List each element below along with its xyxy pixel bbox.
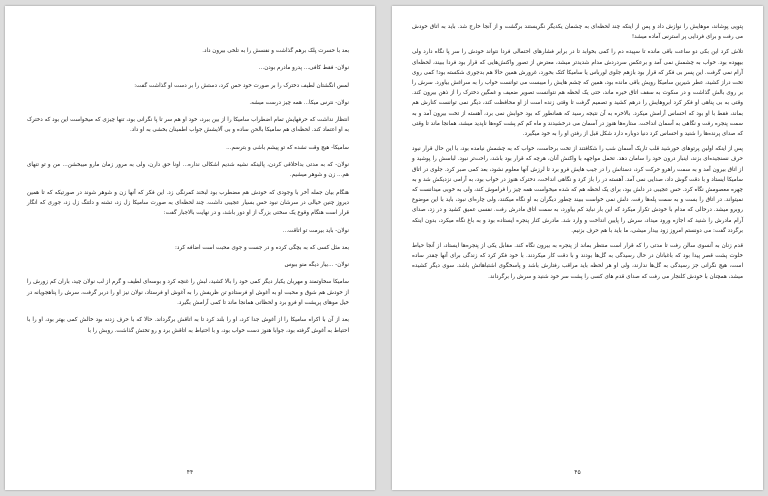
paragraph: هنگام بیان جمله آخر با وجودی که خودش هم مضطرب بود لبخند کمرنگی زد. این فکر که آنها زن و شوهر شوند در صورتیکه که تا همین دیروز چنین خیالی در سرشان نبود حس بسیار عجیبی داشت. چند لحظه‌ای به صورت سامیکا زل زد، تشنه و دلتنگ زل زد، جوری که انگار قرار است هنگام وقوع یک سختی بزرگ از او دور باشد، و در نهایت بالاجبار گفت: <box>27 189 349 217</box>
paragraph: بعد با حسرت پلک برهم گذاشت و نفسش را به تلخی بیرون داد. <box>202 48 349 54</box>
page-number: ۴۵ <box>574 469 581 476</box>
paragraph: انتظار نداشت که حرفهایش تمام اضطراب سامیکا را از بین ببرد، خود او هم سر تا پا نگرانی بود، تنها چیزی که میخواست این بود که دخترک به او اعتماد کند. لحظه‌ای هم سامیکا بالحن ساده و بی آلایشش جواب اطمینان بخشی به او داد. <box>27 117 349 134</box>
paragraph: لمس انگشتان لطیف دخترک را بر صورت خود حس کرد، دستش را بر دست او گذاشت گفت: <box>134 82 349 89</box>
paragraph: نولان- فقط کافی... پدرو مادرم بودن... <box>258 65 349 72</box>
paragraph: پس از اینکه اولین پرتوهای خورشید قلب تاریک آسمان شب را شکافتند از تخت برخاست، خواب که به چشمش نیامده بود، با این حال قرار نبود حرف نسنجیده‌ای بزند، اینبار درون خود را سامان دهد. تحمل مواجهه با واکنش آنان، هرچه که قرار بود باشد، راحت‌تر نبود. لباسش را پوشید و از اتاق بیرون آمد و به سمت راهرو حرکت کرد، دستانش را در جیب هایش فرو برد تا لرزش آنها معلوم نشود، بعد کمی صبر کرد. جلوی در اتاق سامیکا ایستاد و با دقت گوش داد، صدایی نمی آمد. آهسته در را باز کرد و نگاهی انداخت، دخترک هنوز در خواب بود، به آرامی نزدیکش شد و به چهره معصومش نگاه کرد. حس عجیبی در دلش بود، برای یک لحظه هم که شده میخواست همه چیز را فراموش کند، ولی به خوبی میدانست که نمیتواند. در اتاق را بست و به سمت پله‌ها رفت. دلش نمی خواست ببیند چطور دیگران به او نگاه میکنند، ولی چاره‌ای نبود، باید با این موضوع روبرو میشد. درحالی که مدام با خودش تکرار میکرد که این بار نباید کم بیاورد، به سمت اتاق مادرش رفت. نفسی عمیق کشید و در زد، صدای آرام مادرش را شنید که اجازه ورود میداد، سرش را پایین انداخت و وارد شد. مادرش کنار پنجره ایستاده بود و به باغ نگاه میکرد، بدون اینکه برگردد گفت: می دونستم امروز زود بیدار میشی، ما باید با هم حرف بزنیم. <box>412 146 743 234</box>
paragraph: تلاش کرد این بکی دو ساعت باقی مانده تا سپیده دم را کمی بخوابد تا در برابر فشارهای احتمالی فردا نتواند خودش را سر پا نگاه دارد ولی بیهوده بود. خواب به چشمش نمی آمد و برعکس سردردش مدام شدیدتر میشد، معترض از تصور واکنش‌هایی که قرار بود فردا ببیند، لحظه‌ای آرام نمی گرفت. این پسر بی فکر که قرار بود بازهم جلوی لورباس یا سامیکا کتک بخورد، غرورش همین حالا هم بدجوری شکسته بود! کمی روی تخت دراز کشید، عطر شیرین سامیکا رویش باقی مانده بود، همین که چشم هایش را میبست می توانست خواب را به سراغش بیاورد. سرش را بر روی بالش گذاشت و در سکوت به سقف اتاق خیره ماند، حتی یک لحظه هم نتوانست تصویر ضعیف و غمگین دخترک را از ذهن بیرون کند. وقتی به بی پناهی او فکر کرد ابروهایش را درهم کشید و تصمیم گرفت تا وقتی زنده است از او محافظت کند، دیگر نمی توانست کنارش هم بماند، فقط با او بود که احساس آرامش میکرد. بالاخره به آن نتیجه رسید که همانطور که بود خوابش نمی برد، آهسته از تخت بیرون آمد و به سمت پنجره رفت و نگاهی به آسمان انداخت. ستاره‌ها هنوز در آسمان می درخشیدند و ماه کم کم پشت کوه‌ها ناپدید میشد، همانجا ماند تا وقتی که صدای پرنده‌ها را شنید و احساس کرد دنیا دوباره دارد شکل قبل از رفتن او را به خود میگیرد. <box>412 49 743 138</box>
paragraph: سامیکا- هیچ وقت نشده که تو پیشم باشی و بترسم... <box>226 144 349 151</box>
paragraph: نولان- ...بیار دیگه منو ببوس <box>284 262 349 269</box>
left-page-text <box>27 46 349 336</box>
right-page <box>392 6 763 490</box>
page-number: ۴۴ <box>186 469 194 476</box>
paragraph: نولان- نترس میکا... همه چیز درست میشه. <box>249 99 349 106</box>
right-page-text <box>412 22 743 282</box>
paragraph: بعد مثل کسی که به بچگی کرده و در جست و جوی محبت است اضافه کرد: <box>175 244 349 251</box>
paragraph: قدم زنان به آنسوی سالن رفت تا مدتی را که قرار است منتظر بماند از پنجره به بیرون نگاه کند. مقابل یکی از پنجره‌ها ایستاد، از آنجا حیاط خلوت پشت قصر پیدا بود که باغبانان در حال رسیدگی به گل‌ها بودند و با دقت کار میکردند. با خود فکر کرد که زندگی برای آنها چقدر ساده است، هیچ نگرانی جز رسیدگی به گل‌ها ندارند، ولی او هر لحظه باید مراقب رفتارش باشد و پاسخگوی اشتباهاتش باشد. سوی دیگر کشیده میشد، همچنان با خودش کلنجار می رفت که صدای قدم های کسی را پشت سر خود شنید و سرش را برگرداند. <box>412 243 743 280</box>
paragraph: نولان- باید بیرمت تو اتاقت... <box>282 227 349 234</box>
left-page <box>5 6 375 490</box>
paragraph: بعد از آن با اکراه سامیکا را از آغوش جدا کرد، او را بلند کرد تا به اتاقش برگرداند. حالا که با حرف زدنه بود خالش کمی بهتر بود، او را با احتیاط به آغوش گرفته بود، جوابا هنوز دست خواب بود، و با احتیاط به اتاقش برد و رو تختش گذاشت. روبش را با <box>27 317 349 334</box>
paragraph: پتویی پوشاند، موهایش را نوازش داد و پس از اینکه چند لحظه‌ای به چشمان یکدیگر نگریستند برگشت و از آنجا خارج شد. باید به اتاق خودش می رفت و برای فردایی پر استرس آماده میشد! <box>412 24 743 41</box>
paragraph: سامیکا سخاوتمند و مهربان یکبار دیگر کمی خود را بالا کشید، لبش را غنچه کرد و بوسه‌ای لطیف و گرم از لب نولان چید، باران کم زورش را از خودش هم شوق و محبت او به آغوش او فرستادو تن ظریفش را به آغوش او فرستاد، نولان نیز او را دربر گرفت، سرش را پناهجویانه در خیل موهای پریشت او فرو برد و لحظاتی همانجا ماند تا کمی آرامش بگیرد. <box>27 279 349 307</box>
paragraph: نولان- که به مدتی بداخلاقی کردن، پالینکه نشیه شدیم اشکالی نداره... اونا حق دارن، ولی به مرور زمان مارو میبخشن... من و تو تنهای هم... زن و شوهر میشیم. <box>27 162 349 179</box>
